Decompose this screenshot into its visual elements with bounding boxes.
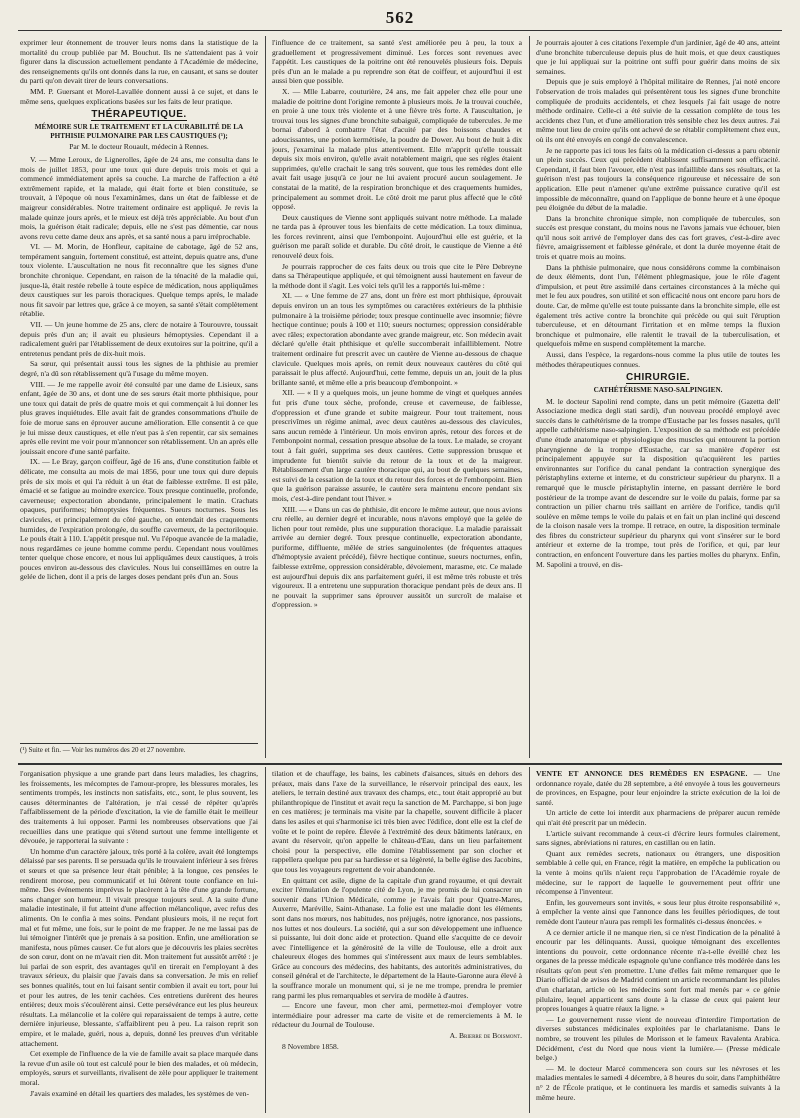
section-title-therapeutique: THÉRAPEUTIQUE. — [91, 109, 187, 121]
bottom-column-3 — [536, 769, 780, 1113]
column-divider — [265, 767, 266, 1113]
footnote-rule — [20, 743, 258, 744]
case-paragraph: l'influence de ce traitement, sa santé s'est améliorée peu à peu, la toux a graduellement et progressivement diminué. Les forces sont revenues avec l'appétit. Les caustiques de la poitrine ont été renouvelés plusieurs fois. Depuis près d'un an le malade a pu reprendre son état de coiffeur, et aujourd'hui il est aussi bien que possible. — [272, 38, 522, 86]
body-paragraph: En quittant cet asile, digne de la capitale d'un grand royaume, et qui devrait exciter l'émulation de l'opulente cité de Lyon, je me promis de lui consacrer un souvenir dans l'Union Médicale, comme je l'avais fait pour Quatre-Mares, Auxerre, Maréville, Saint-Athanase. La folie est une maladie dont les éléments sont dans nos mœurs, nos habitudes, nos préjugés, notre ignorance, nos passions, nos luttes et nos douleurs. La société, qui a sur son développement une influence si puissante, lui doit donc aide et protection. Quand elle s'acquitte de ce devoir avec l'intelligence et la générosité de la ville de Toulouse, elle a droit aux chaleureux éloges des hommes qui s'intéressent aux maux de leurs semblables. Grâce au concours des médecins, des habitants, des autorités administratives, du conseil général et de l'architecte, le département de la Haute-Garonne aura élevé à la souffrance morale un monument qui, si je ne me trompe, prendra le premier rang parmi les plus remarquables et servira de modèle à d'autres. — [272, 875, 522, 1000]
article-title: CATHÉTÉRISME NASO-SALPINGIEN. — [593, 385, 723, 394]
intro-paragraph: MM. P. Guersant et Morel-Lavallée donnent aussi à ce sujet, et dans le même sens, quelques explications basées sur les faits de leur pratique. — [20, 86, 258, 106]
body-paragraph: Je pourrais ajouter à ces citations l'exemple d'un jardinier, âgé de 40 ans, atteint d'une bronchite tuberculeuse depuis plus de huit mois, et que deux caustiques que je lui appliquai sur la poitrine ont suffi pour guérir dans moins de six semaines. — [536, 38, 780, 76]
bottom-column-1 — [20, 769, 258, 1113]
case-paragraph: XII. — « Il y a quelques mois, un jeune homme de vingt et quelques années fut pris d'une toux sèche, profonde, creuse et caverneuse, de faiblesse, d'oppression et d'une grande et subite maigreur. Pour tout traitement, nous prescrivîmes un régime animal, avec deux cautères au-dessous des clavicules, sans aucun remède à l'intérieur. Un mois environ après, retour des forces et de l'embonpoint normal, cessation presque absolue de la toux. Le malade, se croyant tout à fait guéri, supprima ses deux cautères. Cette suppression brusque et imprudente fut bientôt suivie du retour de la toux et de la maigreur. Rétablissement d'un large cautère thoracique qui, au bout de quelques semaines, est suivi de la cessation de la toux et du retour des forces et de l'embonpoint. Bien que la guérison paraisse assurée, le cautère sera maintenu encore pendant six mois, c'est-à-dire pendant tout l'hiver. » — [272, 388, 522, 503]
article-title: MÉMOIRE SUR LE TRAITEMENT ET LA CURABILITÉ DE LA PHTHISIE PULMONAIRE PAR LES CAUSTIQUES (¹); — [34, 122, 244, 140]
body-paragraph: Aussi, dans l'espèce, la regardons-nous comme la plus utile de toutes les méthodes thérapeutiques connues. — [536, 350, 780, 369]
news-text: — Une ordonnance royale, datée du 28 septembre, a été envoyée à tous les gouverneurs de provinces, en Espagne, pour leur enjoindre la stricte exécution de la loi de santé. — [536, 769, 780, 807]
case-paragraph: VII. — Un jeune homme de 25 ans, clerc de notaire à Tourouvre, toussait depuis près d'un an; il avait eu plusieurs hémoptysies. Cependant il a radicalement guéri par l'établissement de deux exutoires sur la poitrine, qu'il a entretenus pendant près de dix-huit mois. — [20, 320, 258, 358]
body-paragraph: M. le docteur Sapolini rend compte, dans un petit mémoire (Gazetta dell' Associazione medica degli stati sardi), d'un nouveau procédé employé avec succès dans le cathétérisme de la trompe d'Eustache par les fosses nasales, qu'il appelle cathétérisme naso-salpingien. L'exposition de sa méthode est précédée d'une étude anatomique et physiologique des muscles qui entourent la portion pharyngienne de la trompe d'Eustache, car sa manière d'opérer est principalement appuyée sur la disposition qu'acquièrent les parties environnantes sur l'orifice du canal pendant la contraction synergique des péristaphylins externe et interne, et du constricteur supérieur du pharynx. Il a remarqué que le muscle péristaphylin interne, en passant derrière le bord postérieur de la trompe avant de descendre sur le voile du palais, forme par sa contraction un pilier charnu très saillant en arrière de l'orifice, tandis qu'il soulève en même temps le voile du palais et en fait un plan incliné qui descend de la cloison nasale vers la trompe. Il retrace, en outre, la disposition terminale des fibres du constricteur supérieur du pharynx qui vont s'insérer sur le bord antérieur et externe de la trompe, tout près de l'orifice, et qui, par leur contraction, en enfoncent l'ouverture dans les parties molles du pharynx. Enfin, M. Sapolini a trouvé, en dis- — [536, 396, 780, 569]
body-paragraph: Enfin, les gouverneurs sont invités, « sous leur plus étroite responsabilité », à empêcher la vente ainsi que l'annonce dans les feuilles périodiques, de tout remède dont l'auteur n'aura pas rempli les formalités ci-dessus énoncées. » — [536, 897, 780, 926]
body-paragraph: L'article suivant recommande à ceux-ci d'écrire leurs formules clairement, sans signes, abréviations ni ratures, en castillan ou en latin. — [536, 828, 780, 848]
date-line: 8 Novembre 1858. — [282, 1041, 339, 1051]
page-number: 562 — [385, 8, 415, 27]
body-paragraph: J'avais examiné en détail les quartiers des malades, les systèmes de ven- — [30, 1088, 249, 1098]
case-paragraph: XI. — « Une femme de 27 ans, dont un frère est mort phthisique, éprouvait depuis environ un an tous les symptômes ou caractères extérieurs de la phthisie pulmonaire à la troisième période; toux presque continuelle avec insomnie; fièvre hectique continue; pouls à 100 et 110; sueurs nocturnes; oppression considérable avec râles; expectoration abondante avec grande maigreur, etc. Son médecin avait déclaré qu'elle était phthisique et qu'elle succomberait infailliblement. Notre traitement ordinaire fut prescrit avec un cautère de Vienne au-dessous de chaque clavicule. Quelques mois après, on remit deux nouveaux cautères du côté qui paraissait le plus affecté. Aujourd'hui, cette femme, depuis un an, jouit de la plus brillante santé, et même elle a pris beaucoup d'embonpoint. » — [272, 291, 522, 387]
footnote — [20, 746, 258, 758]
case-paragraph: Sa sœur, qui présentait aussi tous les signes de la phthisie au premier degré, n'a dû son rétablissement qu'à l'usage du même moyen. — [20, 359, 258, 378]
section-separator — [18, 763, 782, 765]
section-title-chirurgie: CHIRURGIE. — [626, 372, 690, 384]
article-author: Par M. le docteur Rouault, médecin à Rennes. — [69, 142, 209, 152]
case-paragraph: V. — Mme Leroux, de Lignerolles, âgée de 24 ans, me consulta dans le mois de juillet 1853, pour une toux qui dure depuis trois mois et qui a commencé immédiatement après sa couche. La marche de l'affection a été extrêmement rapide, et la malade, qui était forte et bien constituée, se trouvait, à l'époque où nous l'examinâmes, dans un état de faiblesse et de maigreur considérables. Notre traitement ordinaire est appliqué. Je revis la malade quinze jours après, et le mieux est déjà très appréciable. Au bout d'un mois, la guérison était radicale; depuis, elle ne s'est pas démentie, car nous avons revu cette dame deux ans après, et sa santé nous a paru irréprochable. — [20, 154, 258, 241]
body-paragraph: Un article de cette loi interdit aux pharmaciens de préparer aucun remède qui n'ait été prescrit par un médecin. — [536, 808, 780, 827]
case-paragraph: Je pourrais rapprocher de ces faits deux ou trois que cite le Père Debreyne dans sa Thérapeutique appliquée, et qui témoignent aussi hautement en faveur de la méthode dont il s'agit. Les voici tels qu'il les a rapportés lui-même : — [272, 261, 522, 290]
case-paragraph: X. — Mlle Labarre, couturière, 24 ans, me fait appeler chez elle pour une maladie de poitrine dont l'origine remonte à plusieurs mois. Je la trouvai couchée, en proie à une toux très violente et à une fièvre très forte. A l'auscultation, je trouvai tous les signes d'une bronchite subaiguë, compliquée de tubercules. Je me bornai d'abord à combattre l'état d'acuité par des boissons chaudes et adoucissantes, une potion kermétisée, la poudre de Dower. Au bout de huit à dix jours, j'examinai la malade plus attentivement. Elle m'apprit qu'elle toussait depuis six mois environ, qu'elle avait notablement maigri, que ses règles étaient supprimées, qu'elle crachait le sang très souvent, que tous les remèdes dont elle avait fait usage jusqu'à ce jour ne lui avaient procuré aucun soulagement. Je constatai de la matité, de la respiration bronchique et des craquements humides, principalement au sommet droit. Le côté droit me parut plus affecté que le côté opposé. — [272, 86, 522, 212]
body-paragraph: Un homme d'un caractère jaloux, très porté à la colère, avait été longtemps délaissé par ses parents. Il se persuada qu'ils le trouvaient inférieur à ses frères et sœurs et que sa présence leur était pénible; à la longue, ces pensées le rendirent morose, peu communicatif et lui ôtèrent toute confiance en lui-même. Des événements imprévus le placèrent à la tête d'une grande fortune, sans changer son humeur. Il vivait presque toujours seul. A la suite d'une maladie intestinale, il fut atteint d'une affection mélancolique, avec refus des aliments. On le confia à mes soins. Pendant plusieurs mois, il ne reçut fort mal et fut même, une fois, sur le point de me frapper. Je ne me lassai pas de lui témoigner l'intérêt que je prenais à sa position. Enfin, une amélioration se manifesta, nous pûmes causer. Ce fut alors que je découvris les plaies secrètes de son cœur, dont on ne m'avait rien dit. Mon traitement fut aussitôt arrêté : je lui parlai de son esprit, des avantages qu'il en tirerait en l'employant à des travaux sérieux, du plaisir que j'avais dans sa conversation. Je mis en relief ses bonnes qualités, tout en lui faisant sentir combien il avait eu tort, pour lui et pour les autres, de les tenir cachées. Ces entretiens durèrent des heures entières; deux mois s'écoulèrent ainsi. Cette persévérance eut les plus heureux résultats. La mélancolie et la colère qui reparaissaient de temps à autre, cette dernière injurieuse, blessante, s'affaiblirent peu à peu. La raison reprit son empire, et le malade, guéri, nous a, depuis, donné les preuves d'un véritable attachement. — [20, 846, 258, 1048]
case-paragraph: XIII. — « Dans un cas de phthisie, dit encore le même auteur, que nous avions cru réelle, au dernier degré et incurable, nous n'avons employé que la gelée de lichen pour tout remède, plus une suppuration thoracique. La maladie paraissait arrivée au dernier degré. Toux presque continuelle, expectoration abondante, puriforme, diffluente, mêlée de stries sanguinolentes (de fréquentes attaques d'hémoptysie avaient précédé), fièvre hectique continue, sueurs nocturnes, enfin, faiblesse extrême, oppression considérable, dévoiement, marasme, etc. Ce malade est aujourd'hui depuis dix ans parfaitement guéri, il est même très robuste et très vigoureux. Il a entretenu une suppuration thoracique pendant près de deux ans. Il ne pouvait la supprimer sans éprouver aussitôt un surcroît de malaise et d'oppression. » — [272, 504, 522, 610]
column-divider — [529, 36, 530, 758]
footnote-text: (¹) Suite et fin. — Voir les numéros des 20 et 27 novembre. — [20, 746, 186, 754]
body-paragraph: — Encore une faveur, mon cher ami, permettez-moi d'employer votre intermédiaire pour adresser ma carte de visite et de remerciements à M. le rédacteur du Journal de Toulouse. — [272, 1001, 522, 1030]
case-paragraph: IX. — Le Bray, garçon coiffeur, âgé de 16 ans, d'une constitution faible et délicate, me consulta au mois de mai 1856, pour une toux qui dure depuis près de six mois et qui l'a réduit à un état de faiblesse extrême. Il est pâle, émacié et se fatigue au moindre exercice. Toux presque continuelle, profonde, caverneuse; expectoration abondante, principalement le matin. Crachats opaques, puriformes; hémoptysies fréquentes. Sueurs nocturnes. Sous les clavicules, et principalement du côté gauche, on entendait des craquements humides, de l'expiration prolongée, du souffle caverneux, de la pectoriloquie. Le pouls était à 110. L'appétit presque nul. Vu l'époque avancée de la maladie, nous regardâmes ce jeune homme comme perdu. Cependant nous voulûmes tenter quelque chose encore, et nous lui appliquâmes deux caustiques, à trois pouces environ au-dessous des clavicules. Nous lui conseillâmes en outre la gelée de lichen, dont il a pris de larges doses pendant près d'un an. Sous — [20, 457, 258, 582]
body-paragraph: l'organisation physique a une grande part dans leurs maladies, les chagrins, les froissements, les mécomptes de l'amour-propre, les blessures morales, les sentiments trompés, les instincts non satisfaits, etc., sont, le plus souvent, les causes déterminantes de l'altération, je n'ai cessé de répéter qu'après l'affaiblissement de la période d'excitation, la vie de famille était le meilleur des traitements à lui opposer. Parmi les nombreuses observations que j'ai recueillies dans une pratique qui s'étend surtout une femme intelligente et dévouée, je rapporterai la suivante : — [20, 769, 258, 846]
column-divider — [265, 36, 266, 758]
body-paragraph: Cet exemple de l'influence de la vie de famille avait sa place marquée dans la revue d'un asile où tout est calculé pour le bien des malades, et où médecin, employés, sœurs et surveillants, rivalisent de zèle pour appliquer le traitement moral. — [20, 1049, 258, 1087]
case-paragraph: VIII. — Je me rappelle avoir été consulté par une dame de Lisieux, sans enfant, âgée de 30 ans, et dont une de ses sœurs était morte phthisique, pour une toux qui datait de près de quatre mois et qui commençait à lui donner les plus graves inquiétudes. Elle avait fait de grandes consommations d'huile de foie de morue sans en éprouver aucune amélioration. Elle consentit à ce que je lui misse deux caustiques, et elle n'eut pas à s'en repentir, car six semaines après elle revint me voir pour m'annoncer son rétablissement. Un an après elle jouissait encore d'une santé parfaite. — [20, 379, 258, 456]
case-paragraph: Deux caustiques de Vienne sont appliqués suivant notre méthode. La malade ne tarda pas à éprouver tous les bienfaits de cette médication. La toux diminua, les forces revinrent, ainsi que l'embonpoint. Aujourd'hui elle est guérie, et la guérison me paraît solide et durable. Du côté droit, le caustique de Vienne a été renouvelé deux fois. — [272, 212, 522, 261]
news-item: — Le gouvernement russe vient de nouveau d'interdire l'importation de diverses substances médicinales exploitées par le charlatanisme. Dans le nombre, se trouvent les pilules de Morisson et le fameux Ravalenta Arabica. Décidément, c'est du Nord que nous vient la lumière.— (Presse médicale belge.) — [536, 1014, 780, 1063]
body-paragraph: A ce dernier article il ne manque rien, si ce n'est l'indication de la pénalité à encourir par les délinquants. Aussi, quoique témoignant des excellentes intentions du pouvoir, cette ordonnance récente n'a-t-elle éveillé chez les organes de la presse médicale espagnole qu'une confiance très modérée dans les résultats qu'on peut s'en promettre. L'une d'elles fait même remarquer que le Diario official de avisos de Madrid contient un article recommandant les pilules d'un charlatan, article où les médecins sont fort mal menés par « ce génie pilulaire, lequel apparticent sans doute à la classe de ceux qui paient leur propres louanges à quatre réaux la ligne. » — [536, 927, 780, 1014]
news-item — [536, 769, 780, 807]
news-title: VENTE ET ANNONCE DES REMÈDES EN ESPAGNE. — [536, 769, 748, 778]
top-column-3 — [536, 38, 780, 758]
body-paragraph: Dans la phthisie pulmonaire, que nous considérons comme la combinaison de deux éléments, dont l'un, l'élément phlegmasique, joue le rôle d'agent d'impulsion, et peut être assimilé dans certaines circonstances à la mèche qui met le feu aux poudres, son utilité et son efficacité nous ont encore paru hors de doute. Car, de même qu'elle est toute puissante dans la bronchite simple, elle est également très active contre la bronchite qui précède ou qui suit l'éruption tuberculeuse, et en détournant l'irritation et en même temps la fluxion bronchique et pulmonaire, elle ralentit le travail de la tuberculisation, et quelquefois même en suspend complètement la marche. — [536, 262, 780, 349]
intro-paragraph: exprimer leur étonnement de trouver leurs noms dans la statistique de la mortalité du croup publiée par M. Bouchut. Ils ne s'attendaient pas à voir figurer dans la discussion actuellement pendante à l'Académie de médecine, des renseignements qu'ils ont donnés dans la rue, en causant, et sans se douter du parti qu'on devait tirer de leurs conversations. — [20, 38, 258, 86]
body-paragraph: tilation et de chauffage, les bains, les cabinets d'aisances, situés en dehors des préaux, mais dans l'axe de la surveillance, le réservoir principal des eaux, les ateliers, le terrain destiné aux travaux des champs, etc., tout était approprié au but philanthropique de l'institut et avait reçu la sanction de M. Parchappe, si bon juge en ces matières; je terminais ma visite par la chapelle, souvent difficile à placer dans les asiles et qui s'harmonise ici très bien avec l'édifice, dont elle est la clef de voûte et le point de repère. Élevée à l'extrémité des deux bâtiments latéraux, en avant du réservoir, qu'on appelle le château-d'Eau, dans un lieu parfaitement choisi pour la perspective, elle domine l'établissement par son clocher et rappellera quelque peu par sa hardiesse et sa légèreté, la belle église des Jacobins, que tous les voyageurs regrettent de voir abandonnée. — [272, 769, 522, 874]
case-paragraph: VI. — M. Morin, de Honfleur, capitaine de cabotage, âgé de 52 ans, tempérament sanguin, fortement constitué, est atteint, depuis quatre ans, d'une toux violente. L'auscultation ne nous fit reconnaître que les signes d'une bronchite chronique. Cependant, en raison de la ténacité de la maladie qui, jusque-là, était restée rebelle à toute espèce de médication, nous appliquâmes deux caustiques sur les parois thoraciques. Quelque temps après, le malade nous fit savoir par lettres que, grâce à ce moyen, sa santé s'était complètement rétablie. — [20, 242, 258, 319]
top-column-1 — [20, 38, 258, 740]
body-paragraph: Depuis que je suis employé à l'hôpital militaire de Rennes, j'ai noté encore l'observation de trois malades qui présentèrent tous les signes d'une bronchite compliquée de produits accidentels, et chez lesquels j'ai fait usage de notre méthode ordinaire. Celle-ci a été suivie de la cessation complète de tous les accidents chez l'un, et d'une amélioration très sensible chez les deux autres. J'ai même tout lieu de croire qu'ils ont achevé de se rétablir complètement chez eux, où ils ont été envoyés en congé de convalescence. — [536, 77, 780, 144]
body-paragraph: Quant aux remèdes secrets, nationaux ou étrangers, une disposition semblable à celle qui, en France, régit la matière, en empêche la publication ou la vente à moins qu'ils n'aient reçu l'approbation de l'Académie royale de médecine, sur le rapport de laquelle le gouvernement peut offrir une récompense à l'inventeur. — [536, 848, 780, 897]
header-rule — [18, 30, 782, 31]
bottom-column-2 — [272, 769, 522, 1113]
news-item: — M. le docteur Marcé commencera son cours sur les névroses et les maladies mentales le samedi 4 décembre, à 8 heures du soir, dans l'amphithéâtre n° 2 de l'École pratique, et le continuera les mardis et samedis suivants à la même heure. — [536, 1063, 780, 1102]
top-column-2 — [272, 38, 522, 758]
column-divider — [529, 767, 530, 1113]
body-paragraph: Dans la bronchite chronique simple, non compliquée de tubercules, son succès est presque constant, du moins nous ne l'avons jamais vue échouer, bien qu'il nous soit arrivé de l'employer dans des cas fort graves, c'est-à-dire avec fièvre, amaigrissement et faiblesse générale, et dont la durée moyenne était de trois et quatre mois au moins. — [536, 213, 780, 262]
body-paragraph: Je ne rapporte pas ici tous les faits où la médication ci-dessus a paru obtenir un plein succès. Ceux qui précèdent établissent suffisamment son efficacité. Cependant, il faut bien l'avouer, elle n'est pas infaillible dans ses résultats, et la guérison n'est pas toujours la conséquence rigoureuse et nécessaire de son application. Elle peut n'amener qu'une extrême puissance curative qu'il est impossible de méconnaître, quand on l'applique de bonne heure et à une époque peu éloignée du début de la maladie. — [536, 145, 780, 213]
signature: A. Brierre de Boismont. — [449, 1031, 522, 1041]
